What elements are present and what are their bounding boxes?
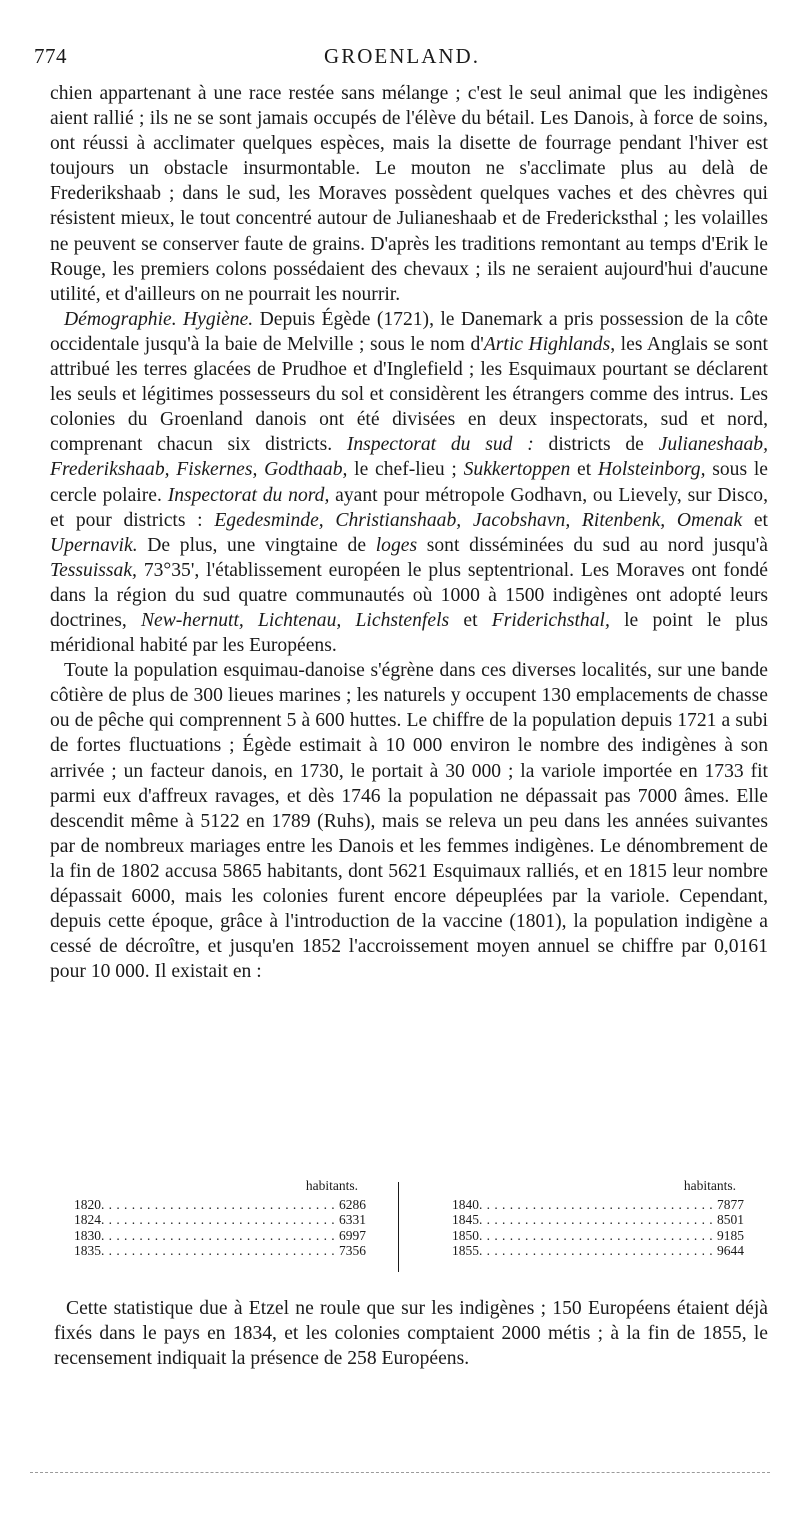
census-row [452, 1212, 744, 1228]
running-title: GROENLAND. [324, 44, 480, 68]
italic-run: loges [375, 534, 418, 556]
text-run: sous le cercle polaire. [50, 459, 768, 506]
dot-leader: ............................... [101, 1243, 339, 1258]
italic-run: Inspectorat du nord, [167, 484, 330, 506]
closing-text [54, 1296, 768, 1371]
census-year: 1835 [74, 1243, 101, 1258]
unit-label: habitants. [683, 1178, 736, 1193]
census-value: 7877 [717, 1196, 744, 1212]
census-column-left [74, 1178, 366, 1259]
census-row [452, 1243, 744, 1259]
dot-leader: ............................... [479, 1212, 717, 1227]
census-value: 9644 [717, 1243, 744, 1258]
census-value: 6286 [339, 1196, 366, 1212]
italic-run: Artic Highlands [483, 333, 611, 355]
census-year: 1850 [452, 1227, 479, 1243]
text-run: Depuis Égède (1721), le Danemark a pris possession de la côte occidentale jusqu'à la baie de Melville ; sous le nom d' [50, 308, 768, 355]
dot-leader: ............................... [479, 1227, 717, 1243]
census-value: 9185 [717, 1227, 744, 1243]
italic-run: Holsteinborg, [597, 459, 706, 481]
text-run: le point le plus méridional habité par les Européens. [50, 609, 768, 657]
text-run: , les Anglais se sont attribué les terres glacées de Prudhoe et d'Inglefield ; les Esquimaux pourtant se déclarent les seuls et légitimes possesseurs du sol et considèrent les étrangers comme des intrus. Les colonies du Groenland danois ont été divisées en deux inspectorats, sud et nord, comprenant chacun six districts. [50, 333, 769, 456]
census-row [452, 1228, 744, 1244]
italic-run: Upernavik. [50, 534, 138, 556]
census-row [74, 1228, 366, 1244]
census-year: 1840 [452, 1196, 479, 1212]
census-row [74, 1197, 366, 1213]
census-row [74, 1243, 366, 1259]
page-number: 774 [34, 44, 67, 68]
census-value: 8501 [717, 1212, 744, 1227]
text-run: et [449, 609, 492, 631]
census-table [74, 1178, 754, 1278]
body-text [50, 81, 768, 984]
census-row [74, 1212, 366, 1228]
unit-label: habitants. [305, 1178, 358, 1193]
census-year: 1845 [452, 1212, 479, 1227]
text-run: De plus, une vingtaine de [137, 534, 376, 556]
text-run: districts de [533, 434, 659, 456]
text-run: le chef-lieu ; [347, 459, 464, 481]
italic-run: Tessuissak, [50, 559, 137, 581]
dot-leader: ............................... [479, 1243, 717, 1258]
census-year: 1824 [74, 1212, 101, 1227]
census-row [452, 1197, 744, 1213]
text-run: ayant pour métropole Godhavn, ou Lievely, sur Disco, et pour districts : [50, 484, 768, 531]
italic-run: Sukkertoppen [463, 459, 571, 481]
census-year: 1830 [74, 1227, 101, 1243]
section-heading: Démographie. Hygiène. [64, 308, 254, 330]
paragraph-population: Toute la population esquimau-danoise s'égrène dans ces diverses localités, sur une bande côtière de plus de 300 lieues marines ; les naturels y occupent 130 emplacements de chasse ou de pêche qui comprennent 5 à 600 huttes. Le chiffre de la population depuis 1721 a subi de fortes fluctuations ; Égède estimait à 10 000 environ le nombre des indigènes à son arrivée ; un facteur danois, en 1730, le portait à 30 000 ; la variole importée en 1733 fit parmi eux d'affreux ravages, et dès 1746 la population ne dépassait pas 7000 âmes. Elle descendit même à 5122 en 1789 (Ruhs), mais se releva un peu dans les années suivantes par de nombreux mariages entre les Danois et les femmes indigènes. Le dénombrement de la fin de 1802 accusa 5865 habitants, dont 5621 Esquimaux ralliés, et en 1815 leur nombre dépassait 6000, mais les colonies furent encore dépeuplées par la variole. Cependant, depuis cette époque, grâce à l'introduction de la vaccine (1801), la population indigène a cessé de décroître, et jusqu'en 1852 l'accroissement moyen annuel se chiffre par 0,0161 pour 10 000. Il existait en : [50, 660, 768, 983]
census-value: 6331 [339, 1212, 366, 1227]
dot-leader: ............................... [101, 1212, 339, 1227]
census-year: 1820 [74, 1196, 101, 1212]
italic-run: New-hernutt, Lichtenau, Lichstenfels [140, 609, 450, 631]
text-run: 73°35', l'établissement européen le plus septentrional. Les Moraves ont fondé dans la région du sud quatre communautés où 1000 à 1500 indigènes ont adopté leurs doctrines, [50, 559, 768, 631]
census-year: 1855 [452, 1243, 479, 1258]
text-run: sont disséminées du sud au nord jusqu'à [417, 534, 768, 556]
italic-run: Julianeshaab, Frederikshaab, Fiskernes, Godthaab, [50, 434, 769, 481]
running-head [34, 44, 770, 74]
italic-run: Friderichsthal, [491, 609, 610, 631]
text-run: et [570, 459, 598, 481]
paragraph-statistics-note: Cette statistique due à Etzel ne roule que sur les indigènes ; 150 Européens étaient déjà fixés dans le pays en 1834, et les colonies comptaient 2000 métis ; à la fin de 1855, le recensement indiquait la présence de 258 Européens. [54, 1298, 768, 1369]
dot-leader: ............................... [101, 1227, 339, 1243]
paragraph-demography [50, 307, 768, 658]
paragraph-livestock: chien appartenant à une race restée sans mélange ; c'est le seul animal que les indigènes aient rallié ; ils ne se sont jamais occupés de l'élève du bétail. Les Danois, à force de soins, ont réussi à acclimater quelques espèces, mais la disette de fourrage pendant l'hiver est toujours un obstacle insurmontable. Le mouton ne s'acclimate plus au delà de Frederikshaab ; dans le sud, les Moraves possèdent quelques vaches et des chèvres qui résistent mieux, le tout concentré autour de Julianeshaab et de Fredericksthal ; les volailles ne peuvent se conserver faute de grains. D'après les traditions remontant au temps d'Erik le Rouge, les premiers colons possédaient des chevaux ; ils ne seraient aujourd'hui d'aucune utilité, et d'ailleurs on ne pourrait les nourrir. [50, 83, 768, 305]
dot-leader: ............................... [479, 1196, 717, 1212]
dot-leader: ............................... [101, 1196, 339, 1212]
italic-run: Egedesminde, Christianshaab, Jacobshavn, Ritenbenk, Omenak [214, 509, 743, 531]
column-divider [398, 1182, 399, 1272]
census-column-right [452, 1178, 744, 1259]
italic-run: Inspectorat du sud : [346, 434, 534, 456]
census-value: 7356 [339, 1243, 366, 1258]
census-value: 6997 [339, 1227, 366, 1243]
text-run: et [742, 509, 768, 531]
bottom-rule [30, 1472, 770, 1473]
